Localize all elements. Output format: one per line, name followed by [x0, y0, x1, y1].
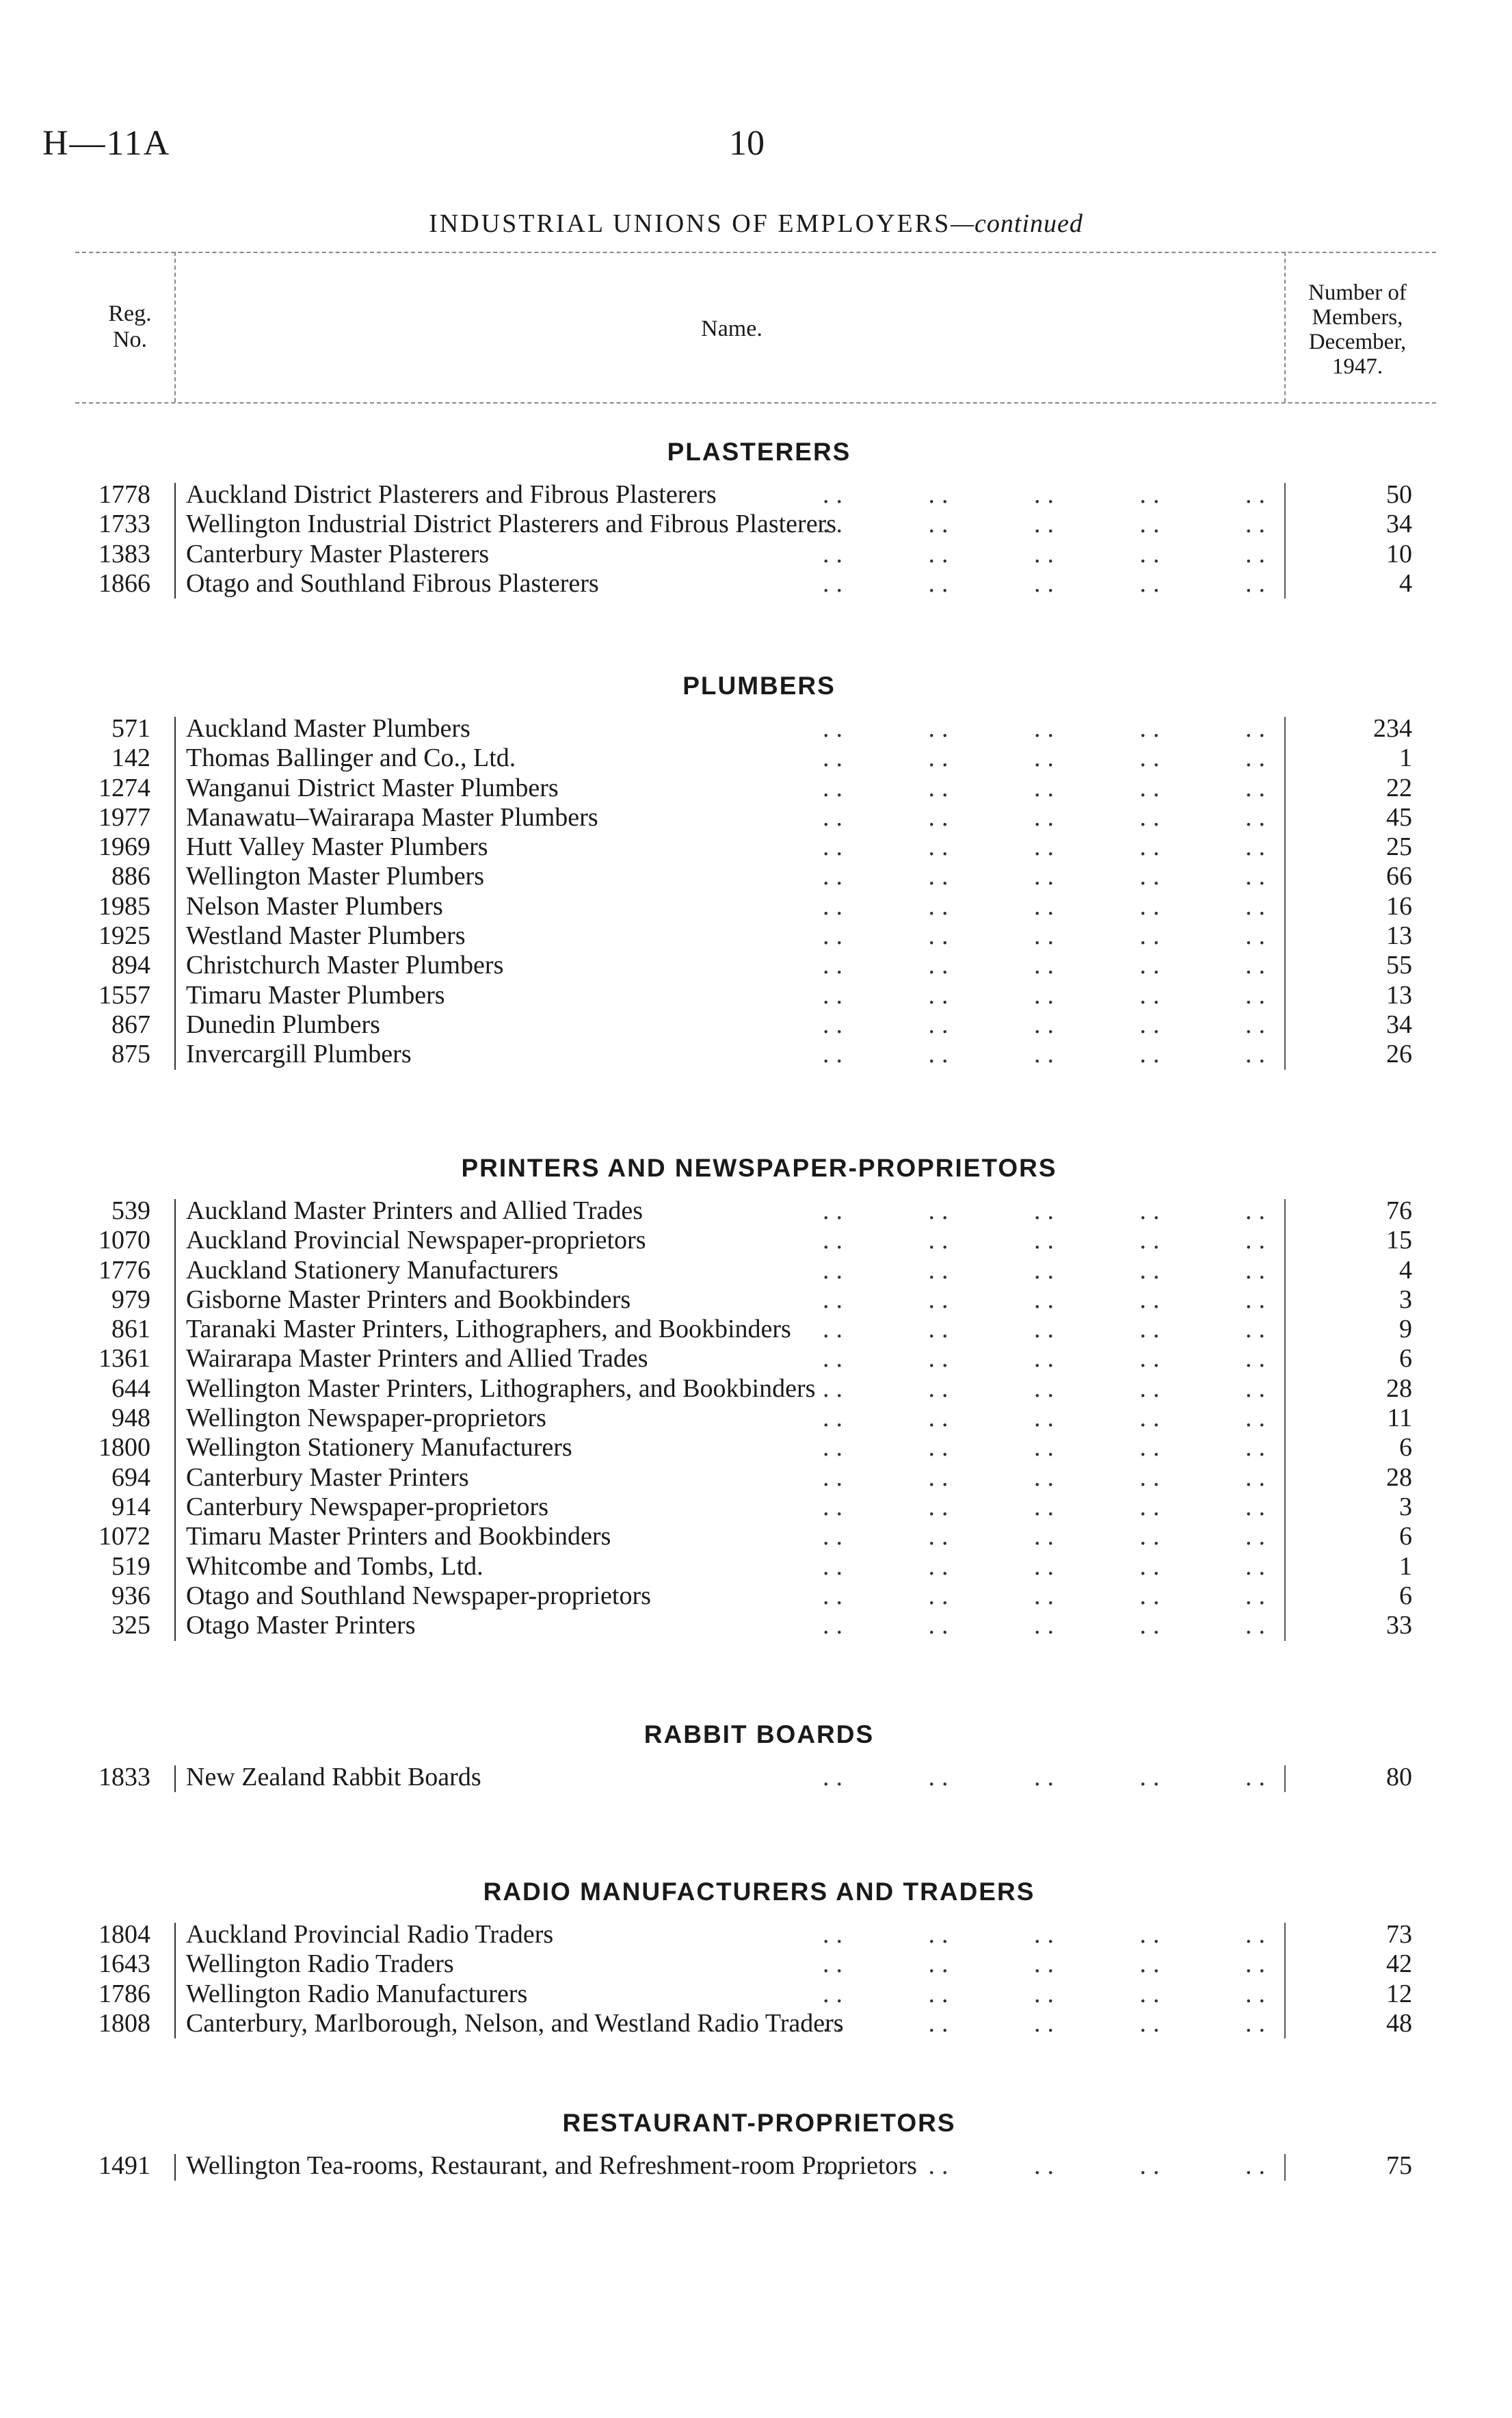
- table-row: [0, 832, 1512, 862]
- section-table: [0, 1920, 1512, 2038]
- member-count: 6: [1399, 1581, 1412, 1610]
- dot-leader: .. .. .. .. ..: [823, 1374, 1272, 1403]
- member-count: 11: [1387, 1404, 1412, 1433]
- table-row: [0, 1344, 1512, 1374]
- reg-number: 936: [111, 1581, 150, 1610]
- table-row: [0, 1285, 1512, 1315]
- member-count: 28: [1386, 1374, 1412, 1403]
- reg-number: 571: [111, 714, 150, 743]
- reg-number: 914: [111, 1492, 150, 1521]
- member-count: 75: [1386, 2151, 1412, 2180]
- table-row: [0, 1980, 1512, 2009]
- reg-number: 519: [111, 1551, 150, 1581]
- reg-number: 1557: [98, 980, 150, 1010]
- member-count: 55: [1386, 951, 1412, 980]
- reg-number: 979: [111, 1285, 150, 1314]
- member-count: 9: [1399, 1315, 1412, 1344]
- section-table: [0, 2151, 1512, 2181]
- table-row: [0, 1040, 1512, 1069]
- dot-leader: .. .. .. .. ..: [823, 1949, 1272, 1979]
- dot-leader: .. .. .. .. ..: [823, 510, 1272, 539]
- table-row: [0, 803, 1512, 832]
- column-header-members: Number of Members, December, 1947.: [1308, 280, 1407, 379]
- table-row: [0, 1463, 1512, 1493]
- reg-number: 325: [111, 1611, 150, 1640]
- union-name: Wairarapa Master Printers and Allied Trades: [186, 1344, 648, 1374]
- reg-number: 1274: [98, 773, 150, 802]
- dot-leader: .. .. .. .. ..: [823, 862, 1272, 891]
- union-name: Wellington Newspaper-proprietors: [186, 1404, 546, 1433]
- union-name: Canterbury Master Plasterers: [186, 539, 490, 568]
- section-table: [0, 480, 1512, 599]
- dot-leader: .. .. .. .. ..: [823, 2151, 1272, 2180]
- reg-number: 1070: [98, 1226, 150, 1255]
- union-name: Auckland Provincial Radio Traders: [186, 1920, 554, 1949]
- reg-number: 1866: [98, 568, 150, 598]
- reg-number: 861: [111, 1315, 150, 1344]
- dot-leader: .. .. .. .. ..: [823, 1462, 1272, 1492]
- table-row: [0, 714, 1512, 744]
- union-name: Nelson Master Plumbers: [186, 891, 443, 921]
- union-name: Otago and Southland Fibrous Plasterers: [186, 568, 599, 598]
- table-row: [0, 540, 1512, 569]
- reg-number: 1383: [98, 539, 150, 568]
- table-row: [0, 862, 1512, 891]
- member-count: 33: [1386, 1611, 1412, 1640]
- member-count: 4: [1399, 1255, 1412, 1285]
- union-name: Canterbury, Marlborough, Nelson, and Westland Radio Traders: [186, 2008, 844, 2038]
- union-name: Christchurch Master Plumbers: [186, 951, 504, 980]
- dot-leader: .. .. .. .. ..: [823, 951, 1272, 980]
- reg-number: 1778: [98, 480, 150, 509]
- dot-leader: .. .. .. .. ..: [823, 1763, 1272, 1791]
- table-row: [0, 1552, 1512, 1581]
- member-count: 234: [1373, 714, 1412, 743]
- table-row: [0, 774, 1512, 803]
- dot-leader: .. .. .. .. ..: [823, 744, 1272, 773]
- dot-leader: .. .. .. .. ..: [823, 921, 1272, 951]
- page-title: [0, 209, 1512, 239]
- member-count: 34: [1386, 1010, 1412, 1039]
- member-count: 76: [1386, 1196, 1412, 1225]
- reg-number: 694: [111, 1462, 150, 1492]
- dot-leader: .. .. .. .. ..: [823, 1226, 1272, 1255]
- member-count: 12: [1386, 1979, 1412, 2008]
- member-count: 4: [1399, 568, 1412, 598]
- section-title: RADIO MANUFACTURERS AND TRADERS: [483, 1878, 1035, 1906]
- reg-number: 1977: [98, 802, 150, 832]
- member-count: 15: [1386, 1226, 1412, 1255]
- dot-leader: .. .. .. .. ..: [823, 1522, 1272, 1551]
- union-name: Auckland Master Plumbers: [186, 714, 470, 743]
- member-count: 26: [1386, 1040, 1412, 1069]
- dot-leader: .. .. .. .. ..: [823, 1255, 1272, 1285]
- union-name: Otago Master Printers: [186, 1611, 416, 1640]
- dot-leader: .. .. .. .. ..: [823, 1404, 1272, 1433]
- union-name: Thomas Ballinger and Co., Ltd.: [186, 744, 516, 773]
- table-row: [0, 981, 1512, 1010]
- reg-number: 948: [111, 1404, 150, 1433]
- section-title: PLASTERERS: [667, 438, 851, 466]
- union-name: Wellington Stationery Manufacturers: [186, 1433, 572, 1462]
- reg-number: 1985: [98, 891, 150, 921]
- member-count: 80: [1386, 1763, 1412, 1791]
- member-count: 73: [1386, 1920, 1412, 1949]
- table-row: [0, 1196, 1512, 1226]
- reg-number: 886: [111, 862, 150, 891]
- dot-leader: .. .. .. .. ..: [823, 980, 1272, 1010]
- dot-leader: .. .. .. .. ..: [823, 832, 1272, 862]
- union-name: Timaru Master Printers and Bookbinders: [186, 1522, 611, 1551]
- reg-number: 1786: [98, 1979, 150, 2008]
- union-name: Wanganui District Master Plumbers: [186, 773, 559, 802]
- dot-leader: .. .. .. .. ..: [823, 2008, 1272, 2038]
- union-name: Wellington Master Plumbers: [186, 862, 484, 891]
- table-row: [0, 1949, 1512, 1979]
- dot-leader: .. .. .. .. ..: [823, 1611, 1272, 1640]
- reg-number: 1072: [98, 1522, 150, 1551]
- union-name: Wellington Radio Traders: [186, 1949, 454, 1979]
- member-count: 28: [1386, 1462, 1412, 1492]
- union-name: Auckland Master Printers and Allied Trades: [186, 1196, 644, 1225]
- dot-leader: .. .. .. .. ..: [823, 1492, 1272, 1521]
- column-header-reg-no: Reg. No.: [108, 301, 152, 352]
- table-row: [0, 744, 1512, 773]
- member-count: 3: [1399, 1492, 1412, 1521]
- union-name: Gisborne Master Printers and Bookbinders: [186, 1285, 631, 1314]
- dot-leader: .. .. .. .. ..: [823, 1920, 1272, 1949]
- union-name: New Zealand Rabbit Boards: [186, 1763, 481, 1791]
- union-name: Wellington Tea-rooms, Restaurant, and Refreshment-room Proprietors: [186, 2151, 917, 2180]
- member-count: 6: [1399, 1433, 1412, 1462]
- section-title: PRINTERS AND NEWSPAPER-PROPRIETORS: [461, 1154, 1057, 1182]
- reg-number: 1833: [98, 1763, 150, 1791]
- title-main: INDUSTRIAL UNIONS OF EMPLOYERS: [429, 209, 951, 238]
- union-name: Auckland District Plasterers and Fibrous Plasterers: [186, 480, 717, 509]
- reg-number: 1800: [98, 1433, 150, 1462]
- table-row: [0, 1315, 1512, 1344]
- union-name: Dunedin Plumbers: [186, 1010, 380, 1039]
- dot-leader: .. .. .. .. ..: [823, 1196, 1272, 1225]
- dot-leader: .. .. .. .. ..: [823, 1040, 1272, 1069]
- member-count: 13: [1386, 980, 1412, 1010]
- member-count: 3: [1399, 1285, 1412, 1314]
- section-title: RABBIT BOARDS: [644, 1720, 875, 1748]
- header-bottom-rule: [75, 402, 1436, 404]
- reg-number: 867: [111, 1010, 150, 1039]
- member-count: 13: [1386, 921, 1412, 951]
- member-count: 50: [1386, 480, 1412, 509]
- title-suffix: —continued: [951, 209, 1083, 238]
- dot-leader: .. .. .. .. ..: [823, 539, 1272, 568]
- union-name: Canterbury Master Printers: [186, 1462, 469, 1492]
- table-row: [0, 569, 1512, 599]
- table-row: [0, 510, 1512, 539]
- union-name: Wellington Radio Manufacturers: [186, 1979, 528, 2008]
- page-reference: H—11A: [42, 124, 171, 163]
- header-divider: [174, 252, 176, 402]
- dot-leader: .. .. .. .. ..: [823, 1285, 1272, 1314]
- union-name: Hutt Valley Master Plumbers: [186, 832, 488, 862]
- dot-leader: .. .. .. .. ..: [823, 480, 1272, 509]
- dot-leader: .. .. .. .. ..: [823, 1315, 1272, 1344]
- member-count: 22: [1386, 773, 1412, 802]
- member-count: 6: [1399, 1522, 1412, 1551]
- dot-leader: .. .. .. .. ..: [823, 1010, 1272, 1039]
- table-row: [0, 1920, 1512, 1949]
- table-row: [0, 1522, 1512, 1551]
- member-count: 16: [1386, 891, 1412, 921]
- table-row: [0, 1763, 1512, 1792]
- table-row: [0, 2151, 1512, 2181]
- member-count: 25: [1386, 832, 1412, 862]
- table-row: [0, 1404, 1512, 1433]
- table-row: [0, 951, 1512, 980]
- table-row: [0, 1226, 1512, 1255]
- table-row: [0, 892, 1512, 921]
- reg-number: 1776: [98, 1255, 150, 1285]
- section-title: PLUMBERS: [682, 672, 836, 700]
- union-name: Whitcombe and Tombs, Ltd.: [186, 1551, 483, 1581]
- reg-number: 1491: [98, 2151, 150, 2180]
- reg-number: 142: [111, 744, 150, 773]
- member-count: 66: [1386, 862, 1412, 891]
- reg-number: 1643: [98, 1949, 150, 1979]
- table-row: [0, 1256, 1512, 1285]
- union-name: Manawatu–Wairarapa Master Plumbers: [186, 802, 598, 832]
- section-title: RESTAURANT-PROPRIETORS: [562, 2109, 956, 2137]
- section-table: [0, 1196, 1512, 1640]
- table-row: [0, 2009, 1512, 2038]
- dot-leader: .. .. .. .. ..: [823, 1979, 1272, 2008]
- table-row: [0, 921, 1512, 951]
- reg-number: 644: [111, 1374, 150, 1403]
- dot-leader: .. .. .. .. ..: [823, 773, 1272, 802]
- reg-number: 1361: [98, 1344, 150, 1374]
- table-row: [0, 1493, 1512, 1522]
- dot-leader: .. .. .. .. ..: [823, 802, 1272, 832]
- reg-number: 894: [111, 951, 150, 980]
- member-count: 6: [1399, 1344, 1412, 1374]
- reg-number: 1733: [98, 510, 150, 539]
- dot-leader: .. .. .. .. ..: [823, 714, 1272, 743]
- table-row: [0, 1374, 1512, 1404]
- member-count: 1: [1399, 1551, 1412, 1581]
- reg-number: 875: [111, 1040, 150, 1069]
- union-name: Wellington Industrial District Plasterers and Fibrous Plasterers: [186, 510, 837, 539]
- page-number: 10: [729, 124, 765, 163]
- union-name: Auckland Stationery Manufacturers: [186, 1255, 559, 1285]
- member-count: 34: [1386, 510, 1412, 539]
- union-name: Canterbury Newspaper-proprietors: [186, 1492, 548, 1521]
- reg-number: 1969: [98, 832, 150, 862]
- dot-leader: .. .. .. .. ..: [823, 1433, 1272, 1462]
- dot-leader: .. .. .. .. ..: [823, 891, 1272, 921]
- member-count: 10: [1386, 539, 1412, 568]
- section-table: [0, 1763, 1512, 1792]
- section-table: [0, 714, 1512, 1070]
- table-row: [0, 480, 1512, 510]
- table-row: [0, 1611, 1512, 1640]
- dot-leader: .. .. .. .. ..: [823, 1551, 1272, 1581]
- union-name: Westland Master Plumbers: [186, 921, 466, 951]
- table-row: [0, 1433, 1512, 1462]
- table-row: [0, 1010, 1512, 1040]
- column-header-name: Name.: [701, 316, 762, 341]
- member-count: 45: [1386, 802, 1412, 832]
- header-top-rule: [75, 252, 1436, 253]
- dot-leader: .. .. .. .. ..: [823, 1581, 1272, 1610]
- reg-number: 1804: [98, 1920, 150, 1949]
- member-count: 42: [1386, 1949, 1412, 1979]
- member-count: 48: [1386, 2008, 1412, 2038]
- union-name: Taranaki Master Printers, Lithographers, and Bookbinders: [186, 1315, 791, 1344]
- member-count: 1: [1399, 744, 1412, 773]
- union-name: Otago and Southland Newspaper-proprietors: [186, 1581, 651, 1610]
- reg-number: 539: [111, 1196, 150, 1225]
- reg-number: 1925: [98, 921, 150, 951]
- reg-number: 1808: [98, 2008, 150, 2038]
- dot-leader: .. .. .. .. ..: [823, 1344, 1272, 1374]
- union-name: Timaru Master Plumbers: [186, 980, 445, 1010]
- union-name: Auckland Provincial Newspaper-proprietors: [186, 1226, 646, 1255]
- dot-leader: .. .. .. .. ..: [823, 568, 1272, 598]
- union-name: Invercargill Plumbers: [186, 1040, 412, 1069]
- union-name: Wellington Master Printers, Lithographers, and Bookbinders: [186, 1374, 816, 1403]
- table-row: [0, 1581, 1512, 1611]
